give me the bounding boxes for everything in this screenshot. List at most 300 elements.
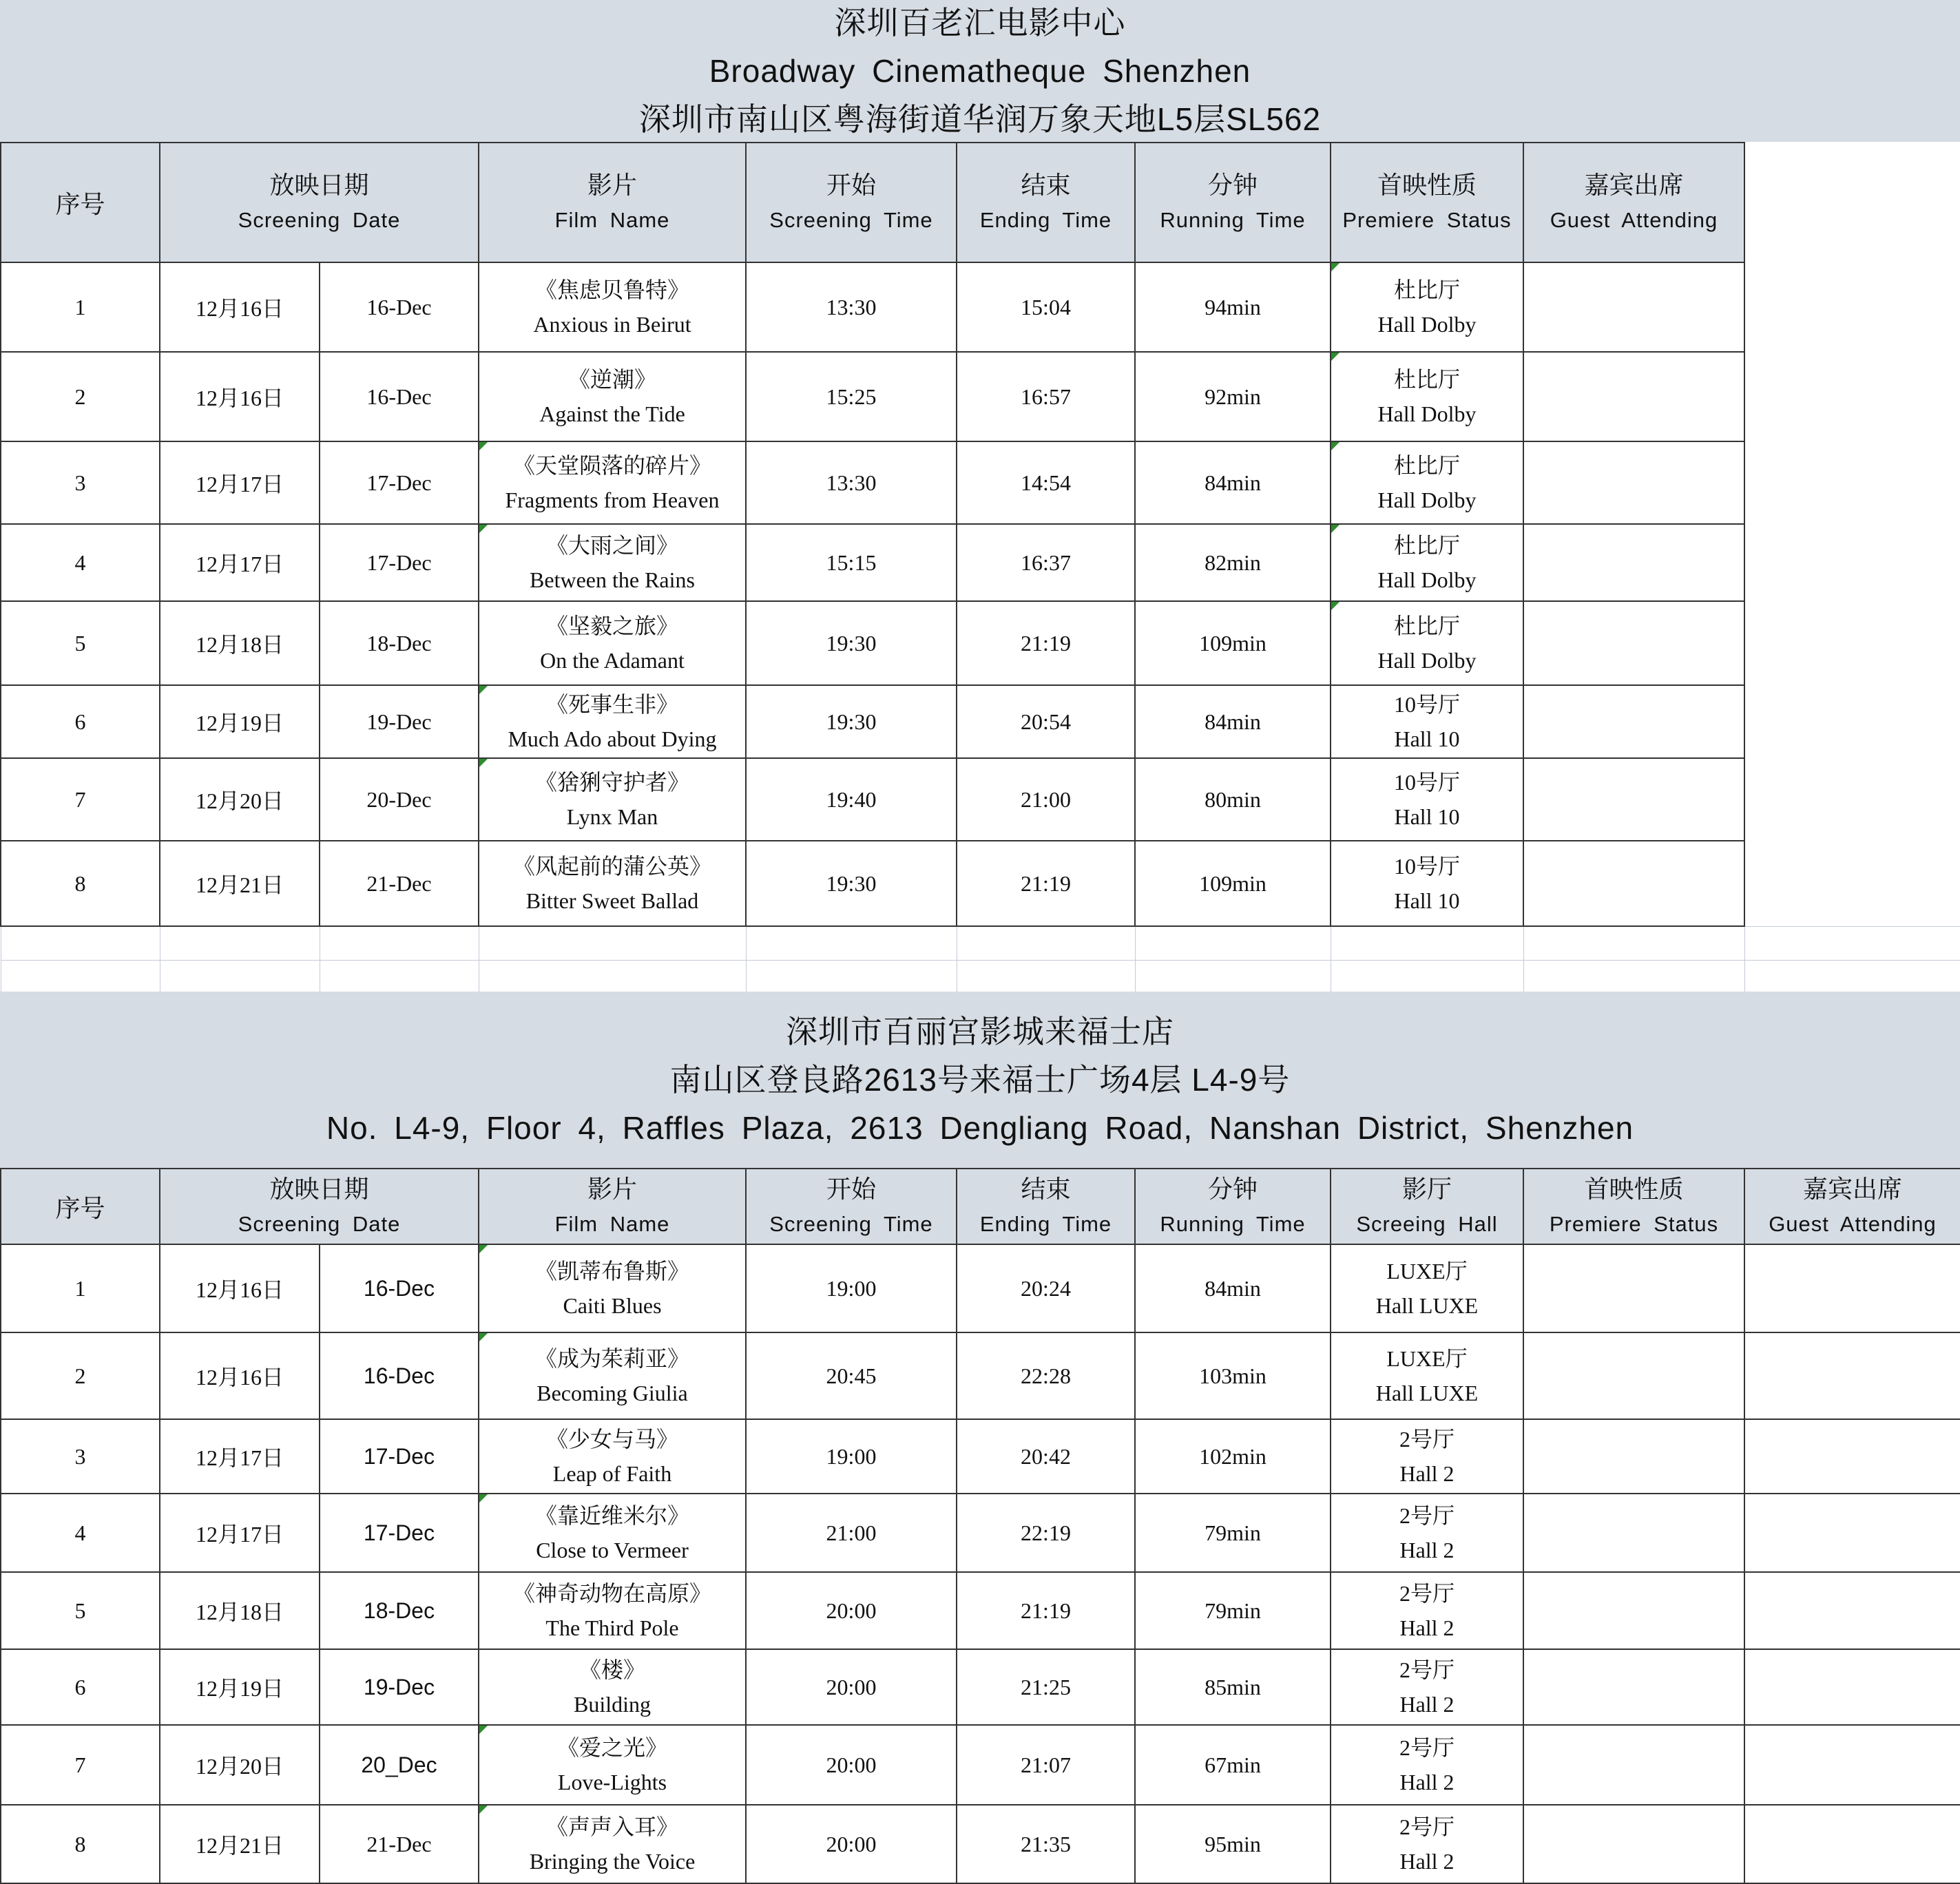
row-end: 21:19	[957, 601, 1135, 685]
hall-en: Hall 2	[1399, 1770, 1455, 1794]
table-row	[1, 758, 1960, 841]
film-title-en: Lynx Man	[566, 804, 658, 829]
row-date-cn: 12月17日	[160, 441, 320, 524]
header-end-en: Ending Time	[979, 1212, 1112, 1236]
film-title-en: Against the Tide	[539, 401, 685, 426]
header-seq: 序号	[1, 143, 160, 262]
section1-header-row	[1, 143, 1960, 262]
date-en-text: 17-Dec	[363, 1443, 435, 1469]
header-seq: 序号	[1, 1169, 160, 1244]
film-title-en: Close to Vermeer	[536, 1538, 689, 1562]
hall-cn: 2号厅	[1399, 1735, 1455, 1760]
film-title-cn: 《凯蒂布鲁斯》	[534, 1259, 689, 1284]
hall-en: Hall 10	[1394, 726, 1460, 751]
hall-cn: 2号厅	[1399, 1814, 1455, 1839]
section1-banner	[0, 0, 1960, 142]
row-film	[479, 1649, 746, 1725]
header-running-cn: 分钟	[1207, 171, 1258, 199]
row-film	[479, 601, 746, 685]
row-guest	[1523, 262, 1744, 352]
hall-cn: LUXE厅	[1386, 1259, 1468, 1284]
date-en-text: 18-Dec	[363, 1598, 435, 1623]
table-row	[1, 1419, 1960, 1494]
row-start: 20:45	[746, 1332, 957, 1419]
row-running: 95min	[1135, 1805, 1331, 1883]
header-film-cn: 影片	[587, 1175, 637, 1203]
row-running: 79min	[1135, 1572, 1331, 1649]
row-end: 21:19	[957, 1572, 1135, 1649]
hall-cn: LUXE厅	[1386, 1346, 1468, 1371]
table-row	[1, 1725, 1960, 1805]
header-start-cn: 开始	[826, 1175, 876, 1203]
blank-column-cell	[1744, 262, 1960, 352]
hall-en: Hall Dolby	[1377, 567, 1477, 592]
header-premiere	[1331, 143, 1523, 262]
row-end: 20:54	[957, 685, 1135, 758]
table-row	[1, 352, 1960, 441]
header-premiere-en: Premiere Status	[1342, 208, 1512, 232]
film-title-cn: 《猞猁守护者》	[534, 770, 689, 795]
table-row	[1, 1244, 1960, 1332]
row-hall	[1331, 1649, 1523, 1725]
row-end: 21:25	[957, 1649, 1135, 1725]
section2-banner	[0, 992, 1960, 1168]
row-date-en: 16-Dec	[320, 352, 479, 441]
header-hall	[1331, 1169, 1523, 1244]
row-end: 21:00	[957, 758, 1135, 841]
row-seq: 5	[1, 1572, 160, 1649]
row-date-en	[320, 1494, 479, 1572]
table-row	[1, 1494, 1960, 1572]
row-hall	[1331, 262, 1523, 352]
row-end: 22:19	[957, 1494, 1135, 1572]
row-date-cn: 12月21日	[160, 841, 320, 926]
row-date-cn: 12月21日	[160, 1805, 320, 1883]
date-en-text: 16-Dec	[363, 1363, 435, 1388]
row-premiere	[1523, 1494, 1744, 1572]
header-date	[160, 143, 479, 262]
blank-column-cell	[1744, 441, 1960, 524]
blank-column-cell	[1744, 143, 1960, 262]
row-date-en	[320, 1419, 479, 1494]
row-start: 13:30	[746, 441, 957, 524]
date-en-text: 17-Dec	[363, 1520, 435, 1545]
hall-cn: 杜比厅	[1393, 614, 1460, 638]
row-film	[479, 1244, 746, 1332]
film-title-cn: 《天堂陨落的碎片》	[512, 453, 711, 478]
row-premiere	[1523, 1244, 1744, 1332]
section2-schedule-table	[0, 1168, 1960, 1884]
row-guest	[1744, 1725, 1960, 1805]
hall-en: Hall 2	[1399, 1461, 1455, 1486]
row-end: 16:37	[957, 524, 1135, 601]
header-running-en: Running Time	[1160, 208, 1306, 232]
row-running: 84min	[1135, 1244, 1331, 1332]
row-guest	[1523, 352, 1744, 441]
table-row	[1, 524, 1960, 601]
hall-cn: 2号厅	[1399, 1657, 1455, 1682]
row-seq: 7	[1, 758, 160, 841]
blank-column-cell	[1744, 601, 1960, 685]
row-seq: 1	[1, 1244, 160, 1332]
row-guest	[1523, 441, 1744, 524]
header-start	[746, 1169, 957, 1244]
hall-cn: 10号厅	[1393, 770, 1460, 795]
header-end	[957, 143, 1135, 262]
hall-cn: 2号厅	[1399, 1503, 1455, 1528]
row-date-cn: 12月17日	[160, 1494, 320, 1572]
row-running: 103min	[1135, 1332, 1331, 1419]
row-hall	[1331, 841, 1523, 926]
row-date-cn: 12月16日	[160, 262, 320, 352]
row-date-cn: 12月19日	[160, 1649, 320, 1725]
film-title-en: Caiti Blues	[563, 1293, 662, 1318]
row-end: 16:57	[957, 352, 1135, 441]
row-date-en: 21-Dec	[320, 1805, 479, 1883]
date-en-text: 16-Dec	[363, 1275, 435, 1301]
section1-title-en: Broadway Cinematheque Shenzhen	[709, 53, 1251, 89]
header-hall-en: Screeing Hall	[1356, 1212, 1498, 1236]
film-title-cn: 《坚毅之旅》	[545, 614, 678, 638]
row-film	[479, 524, 746, 601]
film-title-cn: 《大雨之间》	[545, 533, 678, 558]
section1-address-cn: 深圳市南山区粤海街道华润万象天地L5层SL562	[638, 101, 1322, 137]
header-guest-cn: 嘉宾出席	[1584, 171, 1684, 199]
row-start: 15:25	[746, 352, 957, 441]
row-end: 21:35	[957, 1805, 1135, 1883]
table-row	[1, 685, 1960, 758]
header-guest	[1744, 1169, 1960, 1244]
row-date-cn: 12月18日	[160, 1572, 320, 1649]
row-date-cn: 12月17日	[160, 1419, 320, 1494]
row-running: 109min	[1135, 601, 1331, 685]
header-running	[1135, 1169, 1331, 1244]
header-film-cn: 影片	[587, 171, 637, 199]
hall-cn: 2号厅	[1399, 1581, 1455, 1606]
row-film	[479, 1332, 746, 1419]
film-title-en: Between the Rains	[530, 567, 695, 592]
section1-schedule-table	[0, 142, 1960, 994]
row-start: 20:00	[746, 1572, 957, 1649]
film-title-cn: 《靠近维米尔》	[534, 1503, 689, 1528]
header-date-cn: 放映日期	[269, 1175, 369, 1203]
header-running	[1135, 143, 1331, 262]
date-en-text: 20_Dec	[361, 1752, 437, 1777]
hall-cn: 杜比厅	[1393, 453, 1460, 478]
row-film	[479, 1725, 746, 1805]
hall-en: Hall 2	[1399, 1692, 1455, 1717]
row-hall	[1331, 1725, 1523, 1805]
row-date-en: 16-Dec	[320, 262, 479, 352]
header-hall-cn: 影厅	[1401, 1175, 1452, 1203]
film-title-en: The Third Pole	[545, 1615, 679, 1640]
table-row	[1, 1649, 1960, 1725]
date-en-text: 19-Dec	[363, 1674, 435, 1699]
header-guest-en: Guest Attending	[1769, 1212, 1937, 1236]
row-running: 67min	[1135, 1725, 1331, 1805]
row-date-cn: 12月16日	[160, 352, 320, 441]
header-premiere-cn: 首映性质	[1377, 171, 1477, 199]
row-guest	[1744, 1332, 1960, 1419]
header-premiere	[1523, 1169, 1744, 1244]
hall-en: Hall 2	[1399, 1849, 1455, 1874]
row-end: 15:04	[957, 262, 1135, 352]
row-film	[479, 1572, 746, 1649]
film-title-en: Bitter Sweet Ballad	[525, 888, 699, 913]
row-end: 21:07	[957, 1725, 1135, 1805]
header-end	[957, 1169, 1135, 1244]
row-premiere	[1523, 1572, 1744, 1649]
header-premiere-cn: 首映性质	[1584, 1175, 1684, 1203]
film-title-cn: 《少女与马》	[545, 1427, 678, 1452]
row-film	[479, 352, 746, 441]
empty-row	[1, 961, 1960, 994]
header-date-cn: 放映日期	[269, 171, 369, 199]
row-hall	[1331, 352, 1523, 441]
row-premiere	[1523, 1332, 1744, 1419]
header-end-en: Ending Time	[979, 208, 1112, 232]
row-guest	[1744, 1572, 1960, 1649]
blank-column-cell	[1744, 352, 1960, 441]
row-premiere	[1523, 1419, 1744, 1494]
row-start: 19:30	[746, 601, 957, 685]
header-film	[479, 143, 746, 262]
hall-en: Hall Dolby	[1377, 401, 1477, 426]
header-start-en: Screening Time	[769, 208, 933, 232]
hall-cn: 2号厅	[1399, 1427, 1455, 1452]
film-title-cn: 《声声入耳》	[545, 1814, 678, 1839]
row-date-cn: 12月20日	[160, 1725, 320, 1805]
row-end: 22:28	[957, 1332, 1135, 1419]
table-row	[1, 1332, 1960, 1419]
row-date-cn: 12月16日	[160, 1332, 320, 1419]
header-date-en: Screening Date	[238, 208, 401, 232]
row-running: 109min	[1135, 841, 1331, 926]
blank-column-cell	[1744, 841, 1960, 926]
row-date-cn: 12月20日	[160, 758, 320, 841]
row-guest	[1523, 841, 1744, 926]
header-date-en: Screening Date	[238, 1212, 401, 1236]
row-film	[479, 441, 746, 524]
row-running: 80min	[1135, 758, 1331, 841]
header-start	[746, 143, 957, 262]
row-guest	[1523, 685, 1744, 758]
row-start: 15:15	[746, 524, 957, 601]
table-row	[1, 441, 1960, 524]
section1-title-cn: 深圳百老汇电影中心	[834, 5, 1126, 41]
row-running: 79min	[1135, 1494, 1331, 1572]
film-title-en: Leap of Faith	[552, 1461, 672, 1486]
row-hall	[1331, 1572, 1523, 1649]
row-guest	[1744, 1244, 1960, 1332]
film-title-en: Much Ado about Dying	[508, 726, 717, 751]
table-row	[1, 1572, 1960, 1649]
table-row	[1, 841, 1960, 926]
film-title-en: Bringing the Voice	[529, 1849, 696, 1874]
film-title-cn: 《成为茱莉亚》	[534, 1346, 689, 1371]
row-hall	[1331, 758, 1523, 841]
hall-en: Hall Dolby	[1377, 488, 1477, 512]
header-running-en: Running Time	[1160, 1212, 1306, 1236]
row-running: 94min	[1135, 262, 1331, 352]
row-seq: 4	[1, 524, 160, 601]
hall-cn: 10号厅	[1393, 692, 1460, 717]
hall-en: Hall Dolby	[1377, 312, 1477, 337]
film-title-en: On the Adamant	[540, 648, 685, 673]
hall-cn: 杜比厅	[1393, 533, 1460, 558]
blank-column-cell	[1744, 524, 1960, 601]
hall-cn: 10号厅	[1393, 854, 1460, 879]
row-start: 19:40	[746, 758, 957, 841]
header-guest-en: Guest Attending	[1550, 208, 1718, 232]
header-start-cn: 开始	[826, 171, 876, 199]
row-guest	[1744, 1649, 1960, 1725]
header-film-en: Film Name	[554, 208, 670, 232]
hall-cn: 杜比厅	[1393, 278, 1460, 302]
row-hall	[1331, 1419, 1523, 1494]
row-seq: 3	[1, 441, 160, 524]
row-date-en	[320, 1244, 479, 1332]
row-film	[479, 685, 746, 758]
row-running: 102min	[1135, 1419, 1331, 1494]
row-seq: 6	[1, 685, 160, 758]
blank-column-cell	[1744, 685, 1960, 758]
film-title-en: Building	[573, 1692, 651, 1717]
row-seq: 5	[1, 601, 160, 685]
table-row	[1, 262, 1960, 352]
row-running: 84min	[1135, 685, 1331, 758]
row-end: 14:54	[957, 441, 1135, 524]
row-start: 20:00	[746, 1649, 957, 1725]
header-running-cn: 分钟	[1207, 1175, 1258, 1203]
header-guest	[1523, 143, 1744, 262]
row-guest	[1523, 601, 1744, 685]
row-premiere	[1523, 1725, 1744, 1805]
row-date-en: 21-Dec	[320, 841, 479, 926]
header-guest-cn: 嘉宾出席	[1802, 1175, 1902, 1203]
row-end: 20:24	[957, 1244, 1135, 1332]
row-date-cn: 12月16日	[160, 1244, 320, 1332]
hall-en: Hall 10	[1394, 888, 1460, 913]
row-hall	[1331, 1244, 1523, 1332]
header-film-en: Film Name	[554, 1212, 670, 1236]
row-film	[479, 841, 746, 926]
row-film	[479, 1494, 746, 1572]
table-row	[1, 601, 1960, 685]
film-title-en: Becoming Giulia	[536, 1381, 688, 1405]
row-guest	[1523, 524, 1744, 601]
row-seq: 8	[1, 841, 160, 926]
row-seq: 6	[1, 1649, 160, 1725]
row-running: 85min	[1135, 1649, 1331, 1725]
header-start-en: Screening Time	[769, 1212, 933, 1236]
hall-en: Hall LUXE	[1375, 1381, 1479, 1405]
row-hall	[1331, 441, 1523, 524]
row-premiere	[1523, 1649, 1744, 1725]
film-title-cn: 《楼》	[578, 1657, 645, 1682]
row-seq: 1	[1, 262, 160, 352]
row-guest	[1744, 1494, 1960, 1572]
row-running: 84min	[1135, 441, 1331, 524]
row-hall	[1331, 1805, 1523, 1883]
row-premiere	[1523, 1805, 1744, 1883]
row-film	[479, 262, 746, 352]
row-end: 21:19	[957, 841, 1135, 926]
row-seq: 7	[1, 1725, 160, 1805]
row-seq: 3	[1, 1419, 160, 1494]
row-film	[479, 758, 746, 841]
header-premiere-en: Premiere Status	[1549, 1212, 1719, 1236]
row-date-en	[320, 1332, 479, 1419]
row-start: 13:30	[746, 262, 957, 352]
film-title-en: Anxious in Beirut	[533, 312, 691, 337]
film-title-cn: 《逆潮》	[567, 367, 656, 392]
row-date-cn: 12月19日	[160, 685, 320, 758]
hall-en: Hall Dolby	[1377, 648, 1477, 673]
row-guest	[1744, 1419, 1960, 1494]
row-start: 20:00	[746, 1725, 957, 1805]
row-start: 19:00	[746, 1419, 957, 1494]
row-film	[479, 1419, 746, 1494]
section2-header-row	[1, 1169, 1960, 1244]
empty-row	[1, 926, 1960, 961]
hall-cn: 杜比厅	[1393, 367, 1460, 392]
header-end-cn: 结束	[1021, 1175, 1071, 1203]
film-title-cn: 《死事生非》	[545, 692, 678, 717]
row-date-cn: 12月17日	[160, 524, 320, 601]
row-start: 21:00	[746, 1494, 957, 1572]
row-start: 19:00	[746, 1244, 957, 1332]
row-seq: 8	[1, 1805, 160, 1883]
hall-en: Hall 10	[1394, 804, 1460, 829]
row-guest	[1744, 1805, 1960, 1883]
row-end: 20:42	[957, 1419, 1135, 1494]
hall-en: Hall LUXE	[1375, 1293, 1479, 1318]
header-end-cn: 结束	[1021, 171, 1071, 199]
header-date	[160, 1169, 479, 1244]
blank-column-cell	[1744, 758, 1960, 841]
row-running: 82min	[1135, 524, 1331, 601]
header-film	[479, 1169, 746, 1244]
film-title-cn: 《焦虑贝鲁特》	[534, 278, 689, 302]
table-row	[1, 1805, 1960, 1883]
row-date-en	[320, 1649, 479, 1725]
row-date-en: 20-Dec	[320, 758, 479, 841]
row-hall	[1331, 1494, 1523, 1572]
row-seq: 4	[1, 1494, 160, 1572]
film-title-cn: 《神奇动物在高原》	[512, 1581, 711, 1606]
row-hall	[1331, 524, 1523, 601]
film-title-cn: 《爱之光》	[556, 1735, 667, 1760]
row-seq: 2	[1, 1332, 160, 1419]
row-date-en: 17-Dec	[320, 441, 479, 524]
hall-en: Hall 2	[1399, 1538, 1455, 1562]
row-seq: 2	[1, 352, 160, 441]
film-title-en: Love-Lights	[557, 1770, 667, 1794]
row-guest	[1523, 758, 1744, 841]
section2-title-cn: 深圳市百丽宫影城来福士店	[786, 1014, 1174, 1049]
row-date-en: 19-Dec	[320, 685, 479, 758]
row-date-en	[320, 1725, 479, 1805]
row-film	[479, 1805, 746, 1883]
row-hall	[1331, 685, 1523, 758]
row-hall	[1331, 601, 1523, 685]
row-running: 92min	[1135, 352, 1331, 441]
row-date-en	[320, 1572, 479, 1649]
row-start: 20:00	[746, 1805, 957, 1883]
film-title-en: Fragments from Heaven	[505, 488, 720, 512]
row-hall	[1331, 1332, 1523, 1419]
